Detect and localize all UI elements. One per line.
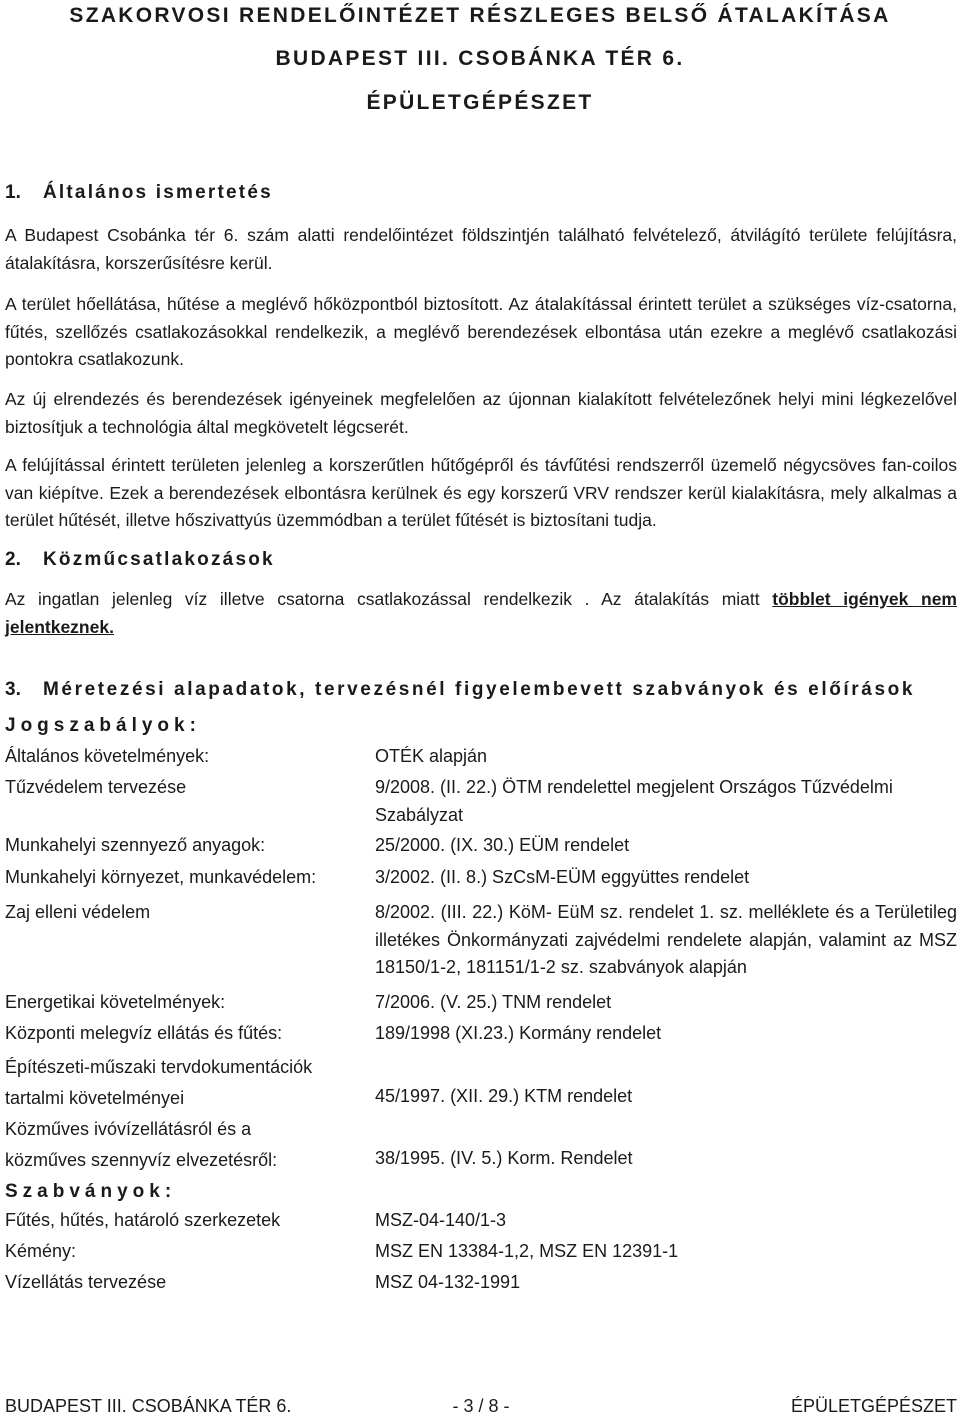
szabvanyok-heading: Szabványok: bbox=[5, 1181, 177, 1202]
section-title: Közműcsatlakozások bbox=[43, 549, 275, 570]
regulation-value: 3/2002. (II. 8.) SzCsM-EÜM eggyüttes rendelet bbox=[375, 867, 750, 887]
standard-label: Fűtés, hűtés, határoló szerkezetek bbox=[5, 1210, 281, 1230]
regulation-value: 7/2006. (V. 25.) TNM rendelet bbox=[375, 992, 612, 1012]
section-1-paragraph-4: A felújítással érintett területen jelenleg a korszerűtlen hűtőgépről és távfűtési rendszerről üzemelő négycsöves fan-coilos van kiépítve. Ezek a berendezések elbontásra kerülnek és egy korszerű VRV rendszer kerül kialakításra, mely alkalmas a terület hűtését, illetve hőszivattyús üzemmódban a terület fűtését is biztosítani tudja. bbox=[5, 455, 957, 530]
document-address: BUDAPEST III. CSOBÁNKA TÉR 6. bbox=[275, 47, 685, 70]
section-number: 2. bbox=[5, 549, 21, 570]
regulation-label: Általános követelmények: bbox=[5, 746, 210, 766]
regulation-value: 38/1995. (IV. 5.) Korm. Rendelet bbox=[375, 1148, 633, 1168]
regulation-label: Építészeti-műszaki tervdokumentációk tartalmi követelményei bbox=[5, 1057, 313, 1108]
section-title: Általános ismertetés bbox=[43, 182, 273, 203]
section-1-paragraph-3: Az új elrendezés és berendezések igényeinek megfelelően az újonnan kialakított felvételezőnek helyi mini légkezelővel biztosítjuk a technológia által megkövetelt légcserét. bbox=[5, 389, 957, 437]
section-number: 3. bbox=[5, 679, 21, 700]
regulation-value: OTÉK alapján bbox=[375, 746, 488, 766]
regulation-value: 25/2000. (IX. 30.) EÜM rendelet bbox=[375, 835, 630, 855]
regulation-label: Munkahelyi szennyező anyagok: bbox=[5, 835, 266, 855]
section-number: 1. bbox=[5, 182, 21, 203]
footer-page-number: - 3 / 8 - bbox=[452, 1396, 510, 1416]
regulation-label: Tűzvédelem tervezése bbox=[5, 777, 187, 797]
section-2-emphasis: többlet igények nem jelentkeznek. bbox=[5, 589, 957, 637]
regulation-value: 189/1998 (XI.23.) Kormány rendelet bbox=[375, 1023, 662, 1043]
regulation-value: 8/2002. (III. 22.) KöM- EüM sz. rendelet 1. sz. melléklete és a Területileg illetékes Önkormányzati zajvédelmi rendelete alapján, valamint az MSZ 18150/1-2, 181151/1-2 sz. szabványok alapján bbox=[375, 902, 957, 977]
section-title: Méretezési alapadatok, tervezésnél figyelembevett szabványok és előírások bbox=[43, 679, 916, 700]
regulation-value: 45/1997. (XII. 29.) KTM rendelet bbox=[375, 1086, 633, 1106]
document-title: SZAKORVOSI RENDELŐINTÉZET RÉSZLEGES BELSŐ ÁTALAKÍTÁSA bbox=[69, 4, 891, 27]
standard-label: Vízellátás tervezése bbox=[5, 1272, 167, 1292]
section-2-heading bbox=[5, 548, 275, 572]
section-1-paragraph-1: A Budapest Csobánka tér 6. szám alatti rendelőintézet földszintjén található felvételező, átvilágító területe felújításra, átalakításra, korszerűsítésre kerül. bbox=[5, 225, 957, 273]
jogszabalyok-heading: Jogszabályok: bbox=[5, 715, 201, 736]
document-discipline: ÉPÜLETGÉPÉSZET bbox=[366, 91, 594, 114]
section-3-heading bbox=[5, 678, 915, 702]
section-2-paragraph bbox=[5, 586, 957, 641]
section-1-heading bbox=[5, 181, 273, 205]
regulation-value: 9/2008. (II. 22.) ÖTM rendelettel megjelent Országos Tűzvédelmi Szabályzat bbox=[375, 777, 893, 825]
standard-value: MSZ-04-140/1-3 bbox=[375, 1210, 507, 1230]
regulation-label: Energetikai követelmények: bbox=[5, 992, 226, 1012]
section-1-paragraph-2: A terület hőellátása, hűtése a meglévő hőközpontból biztosított. Az átalakítással érintett terület a szükséges víz-csatorna, fűtés, szellőzés csatlakozásokkal rendelkezik, a meglévő berendezések elbontása után ezekre a meglévő csatlakozási pontokra csatlakozunk. bbox=[5, 294, 957, 369]
regulation-label: Közműves ivóvízellátásról és a közműves szennyvíz elvezetésről: bbox=[5, 1119, 278, 1170]
regulation-label: Központi melegvíz ellátás és fűtés: bbox=[5, 1023, 283, 1043]
regulation-label: Munkahelyi környezet, munkavédelem: bbox=[5, 867, 317, 887]
footer-discipline: ÉPÜLETGÉPÉSZET bbox=[790, 1396, 957, 1416]
regulation-label: Zaj elleni védelem bbox=[5, 902, 151, 922]
standard-value: MSZ EN 13384-1,2, MSZ EN 12391-1 bbox=[375, 1241, 679, 1261]
footer-address: BUDAPEST III. CSOBÁNKA TÉR 6. bbox=[5, 1396, 292, 1416]
section-2-text: Az ingatlan jelenleg víz illetve csatorna csatlakozással rendelkezik . Az átalakítás miatt bbox=[5, 589, 773, 609]
standard-label: Kémény: bbox=[5, 1241, 77, 1261]
standard-value: MSZ 04-132-1991 bbox=[375, 1272, 521, 1292]
